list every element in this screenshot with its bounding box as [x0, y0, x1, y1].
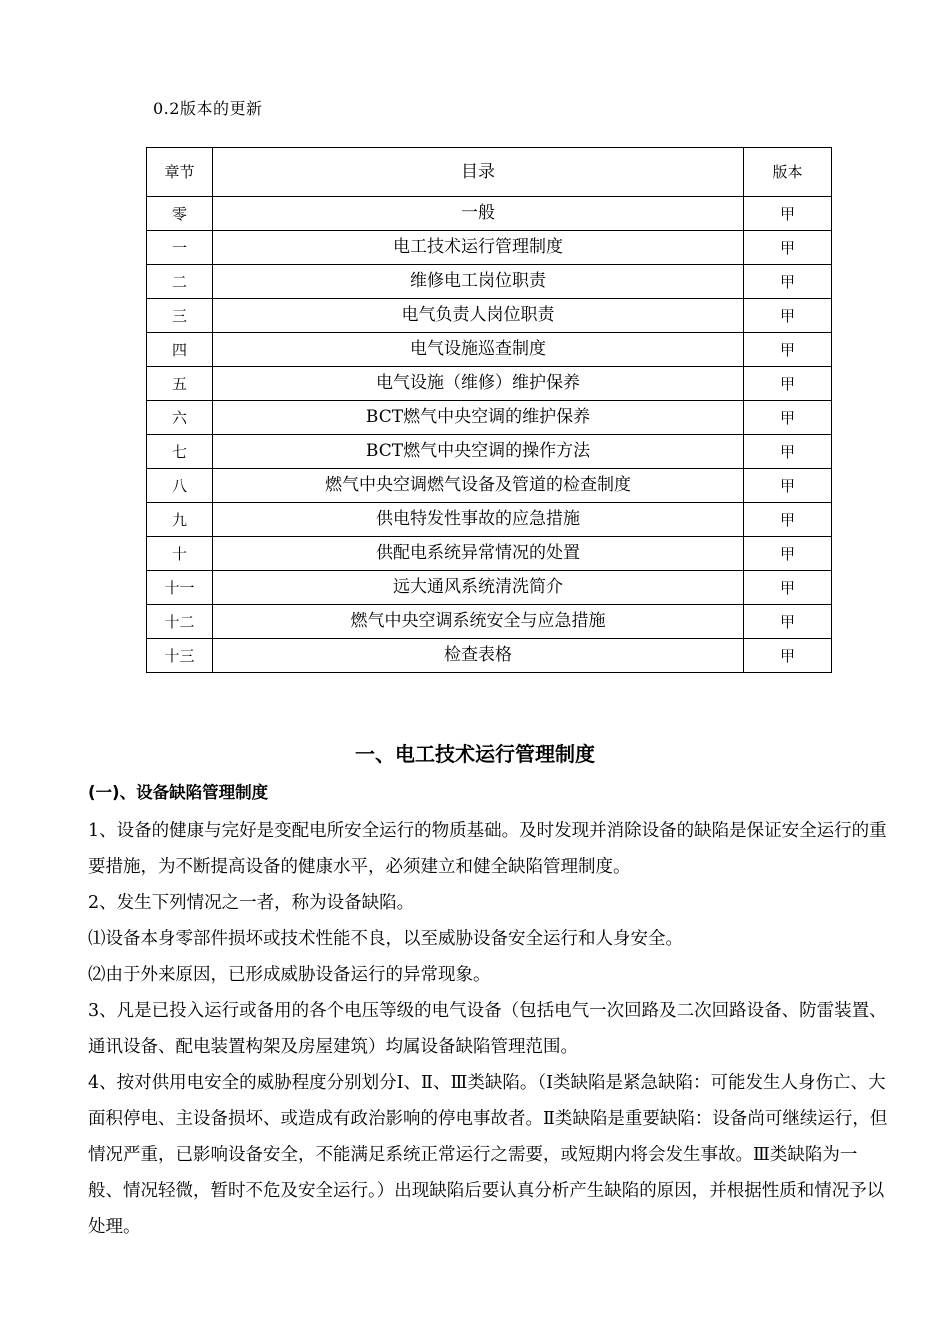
paragraph: 4、按对供用电安全的威胁程度分别划分Ⅰ、Ⅱ、Ⅲ类缺陷。（Ⅰ类缺陷是紧急缺陷：可能发生人身伤亡、大面积停电、主设备损坏、或造成有政治影响的停电事故者。Ⅱ类缺陷是重要缺陷：设备尚可继续运行，但情况严重，已影响设备安全，不能满足系统正常运行之需要，或短期内将会发生事故。Ⅲ类缺陷为一般、情况轻微，暂时不危及安全运行。）出现缺陷后要认真分析产生缺陷的原因，并根据性质和情况予以处理。 [88, 1073, 888, 1237]
toc-row [147, 571, 832, 605]
toc-version: 甲 [744, 401, 832, 435]
toc-chapter: 零 [147, 197, 213, 231]
toc-title: 远大通风系统清洗简介 [213, 571, 744, 605]
section-subtitle: (一)、设备缺陷管理制度 [88, 783, 269, 802]
toc-row [147, 639, 832, 673]
paragraph: 1、设备的健康与完好是变配电所安全运行的物质基础。及时发现并消除设备的缺陷是保证安全运行的重要措施，为不断提高设备的健康水平，必须建立和健全缺陷管理制度。 [88, 821, 887, 877]
toc-version: 甲 [744, 503, 832, 537]
toc-row [147, 537, 832, 571]
toc-version: 甲 [744, 197, 832, 231]
toc-chapter: 八 [147, 469, 213, 503]
toc-table [146, 147, 832, 673]
toc-row [147, 605, 832, 639]
toc-version: 甲 [744, 639, 832, 673]
toc-row [147, 401, 832, 435]
paragraph: 2、发生下列情况之一者，称为设备缺陷。 [88, 893, 415, 913]
paragraph: 3、凡是已投入运行或备用的各个电压等级的电气设备（包括电气一次回路及二次回路设备、防雷装置、通讯设备、配电装置构架及房屋建筑）均属设备缺陷管理范围。 [88, 1001, 887, 1057]
toc-version: 甲 [744, 299, 832, 333]
toc-header-row [147, 148, 832, 197]
toc-title: 燃气中央空调燃气设备及管道的检查制度 [213, 469, 744, 503]
toc-title: 电气设施巡查制度 [213, 333, 744, 367]
toc-chapter: 二 [147, 265, 213, 299]
toc-version: 甲 [744, 265, 832, 299]
toc-title: 燃气中央空调系统安全与应急措施 [213, 605, 744, 639]
paragraph: ⑴设备本身零部件损坏或技术性能不良，以至威胁设备安全运行和人身安全。 [88, 929, 683, 949]
toc-version: 甲 [744, 333, 832, 367]
toc-chapter: 十三 [147, 639, 213, 673]
toc-header-chapter: 章节 [147, 148, 213, 197]
toc-chapter: 六 [147, 401, 213, 435]
toc-title: 电气负责人岗位职责 [213, 299, 744, 333]
toc-version: 甲 [744, 435, 832, 469]
toc-title: 维修电工岗位职责 [213, 265, 744, 299]
toc-chapter: 十一 [147, 571, 213, 605]
toc-chapter: 五 [147, 367, 213, 401]
toc-row [147, 469, 832, 503]
toc-header-version: 版本 [744, 148, 832, 197]
toc-chapter: 十 [147, 537, 213, 571]
toc-version: 甲 [744, 605, 832, 639]
toc-row [147, 367, 832, 401]
toc-version: 甲 [744, 367, 832, 401]
toc-chapter: 十二 [147, 605, 213, 639]
toc-chapter: 九 [147, 503, 213, 537]
toc-chapter: 七 [147, 435, 213, 469]
toc-title: 检查表格 [213, 639, 744, 673]
toc-header-title: 目录 [213, 148, 744, 197]
toc-chapter: 一 [147, 231, 213, 265]
toc-row [147, 435, 832, 469]
section-title: 一、电工技术运行管理制度 [355, 742, 595, 766]
toc-title: 一般 [213, 197, 744, 231]
toc-chapter: 三 [147, 299, 213, 333]
toc-row [147, 265, 832, 299]
toc-row [147, 299, 832, 333]
toc-row [147, 231, 832, 265]
toc-chapter: 四 [147, 333, 213, 367]
toc-version: 甲 [744, 469, 832, 503]
toc-title: 供电特发性事故的应急措施 [213, 503, 744, 537]
toc-version: 甲 [744, 537, 832, 571]
toc-row [147, 333, 832, 367]
toc-body [147, 197, 832, 673]
version-note: 0.2版本的更新 [153, 99, 263, 118]
toc-version: 甲 [744, 571, 832, 605]
toc-row [147, 503, 832, 537]
section-body [88, 813, 892, 1245]
toc-title: 供配电系统异常情况的处置 [213, 537, 744, 571]
toc-version: 甲 [744, 231, 832, 265]
paragraph: ⑵由于外来原因，已形成威胁设备运行的异常现象。 [88, 965, 491, 985]
toc-title: 电工技术运行管理制度 [213, 231, 744, 265]
toc-title: BCT燃气中央空调的操作方法 [213, 435, 744, 469]
toc-title: BCT燃气中央空调的维护保养 [213, 401, 744, 435]
toc-title: 电气设施（维修）维护保养 [213, 367, 744, 401]
toc-row [147, 197, 832, 231]
